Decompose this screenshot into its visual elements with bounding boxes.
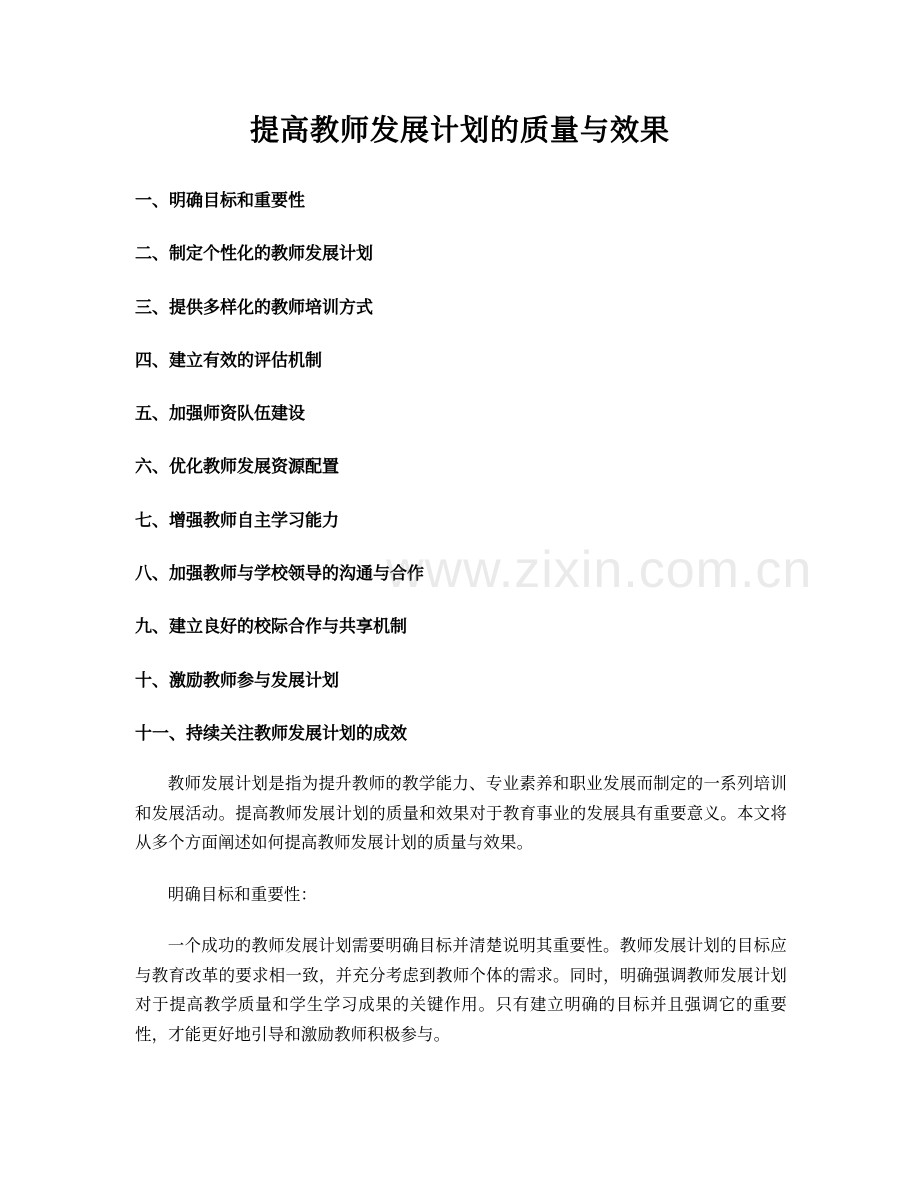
outline-item: 八、加强教师与学校领导的沟通与合作 (135, 564, 424, 585)
intro-paragraph: 教师发展计划是指为提升教师的教学能力、专业素养和职业发展而制定的一系列培训和发展活动。提高教师发展计划的质量和效果对于教育事业的发展具有重要意义。本文将从多个方面阐述如何提高教师发展计划的质量与效果。 (135, 774, 787, 852)
outline-item: 四、建立有效的评估机制 (135, 350, 322, 371)
outline-item: 九、建立良好的校际合作与共享机制 (135, 617, 407, 638)
document-title: 提高教师发展计划的质量与效果 (249, 113, 670, 147)
outline-item: 十、激励教师参与发展计划 (135, 670, 339, 691)
outline-item: 六、优化教师发展资源配置 (135, 457, 339, 478)
watermark: www.zixin.com.cn (386, 541, 813, 599)
outline-item: 七、增强教师自主学习能力 (135, 510, 339, 531)
section-heading-paragraph: 明确目标和重要性： (167, 884, 318, 904)
outline-item: 十一、持续关注教师发展计划的成效 (135, 723, 407, 744)
outline-list (135, 188, 424, 774)
outline-item: 二、制定个性化的教师发展计划 (135, 244, 373, 265)
outline-item: 五、加强师资队伍建设 (135, 404, 305, 425)
outline-item: 一、明确目标和重要性 (135, 191, 305, 211)
outline-item: 三、提供多样化的教师培训方式 (135, 297, 373, 318)
section-body-paragraph: 一个成功的教师发展计划需要明确目标并清楚说明其重要性。教师发展计划的目标应与教育改革的要求相一致，并充分考虑到教师个体的需求。同时，明确强调教师发展计划对于提高教学质量和学生学习成果的关键作用。只有建立明确的目标并且强调它的重要性，才能更好地引导和激励教师积极参与。 (135, 936, 787, 1044)
body-text (135, 769, 787, 1071)
